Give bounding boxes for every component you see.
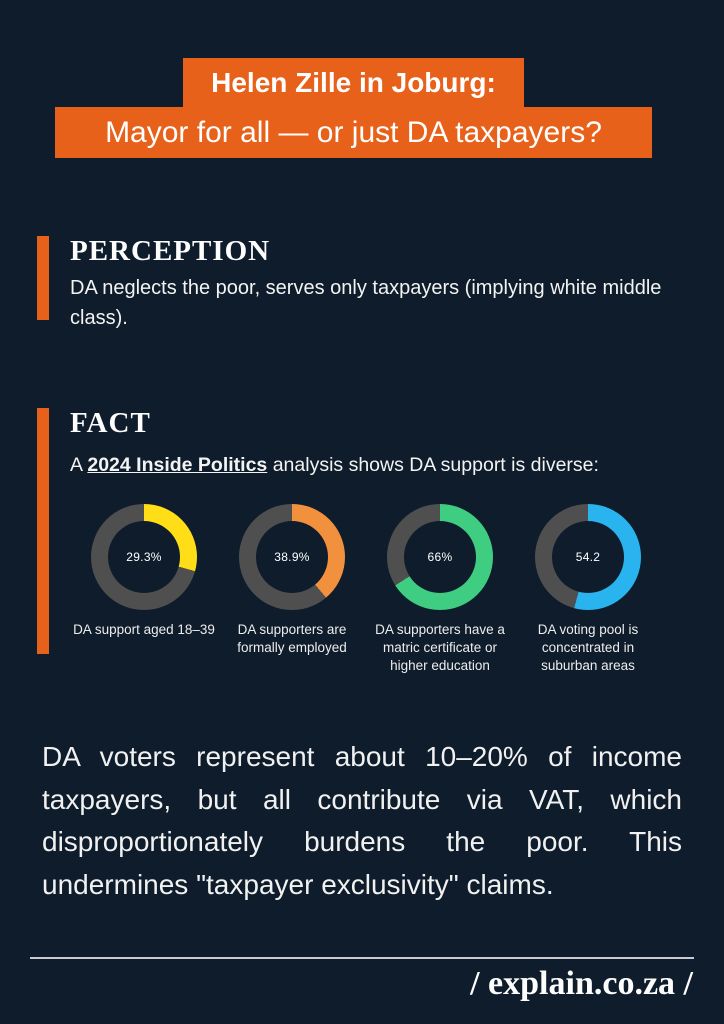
fact-section [37,408,710,674]
donut-cell-education [366,504,514,674]
perception-accent-bar [37,236,49,320]
fact-intro-text [70,454,662,477]
donut-hole [108,521,180,593]
donut-hole [552,521,624,593]
fact-source-link[interactable]: 2024 Inside Politics [87,454,268,477]
headline-title: Helen Zille in Joburg: [183,58,524,107]
donut-value: 29.3% [126,550,162,565]
donut-hole [256,521,328,593]
perception-body-text: DA neglects the poor, serves only taxpayers (implying white middle class). [70,277,662,330]
footer-divider [30,957,694,959]
donut-chart-suburban [535,504,641,610]
perception-section [37,236,682,333]
donut-value: 54.2 [575,550,601,565]
fact-accent-bar [37,408,49,654]
donut-label: DA supporters have a matric certificate or higher education [375,622,505,673]
fact-intro-prefix: A [70,454,88,477]
donut-chart-row [70,504,662,674]
perception-heading: PERCEPTION [70,235,271,267]
header-banner [0,58,724,158]
conclusion-paragraph: DA voters represent about 10–20% of income taxpayers, but all contribute via VAT, which disproportionately burdens the poor. This undermines "taxpayer exclusivity" claims. [42,741,682,900]
donut-label: DA support aged 18–39 [73,622,215,638]
donut-hole [404,521,476,593]
donut-value: 66% [427,550,453,565]
donut-chart-age [91,504,197,610]
footer-site-text: / explain.co.za / [470,965,693,1002]
donut-value: 38.9% [274,550,310,565]
donut-cell-suburban [514,504,662,674]
fact-heading: FACT [70,407,151,439]
donut-chart-education [387,504,493,610]
donut-cell-age [70,504,218,674]
fact-intro-suffix: analysis shows DA support is diverse: [267,454,599,477]
donut-cell-employment [218,504,366,674]
donut-label: DA voting pool is concentrated in suburban areas [537,622,639,673]
donut-label: DA supporters are formally employed [237,622,347,655]
headline-subtitle: Mayor for all — or just DA taxpayers? [55,107,652,158]
donut-chart-employment [239,504,345,610]
